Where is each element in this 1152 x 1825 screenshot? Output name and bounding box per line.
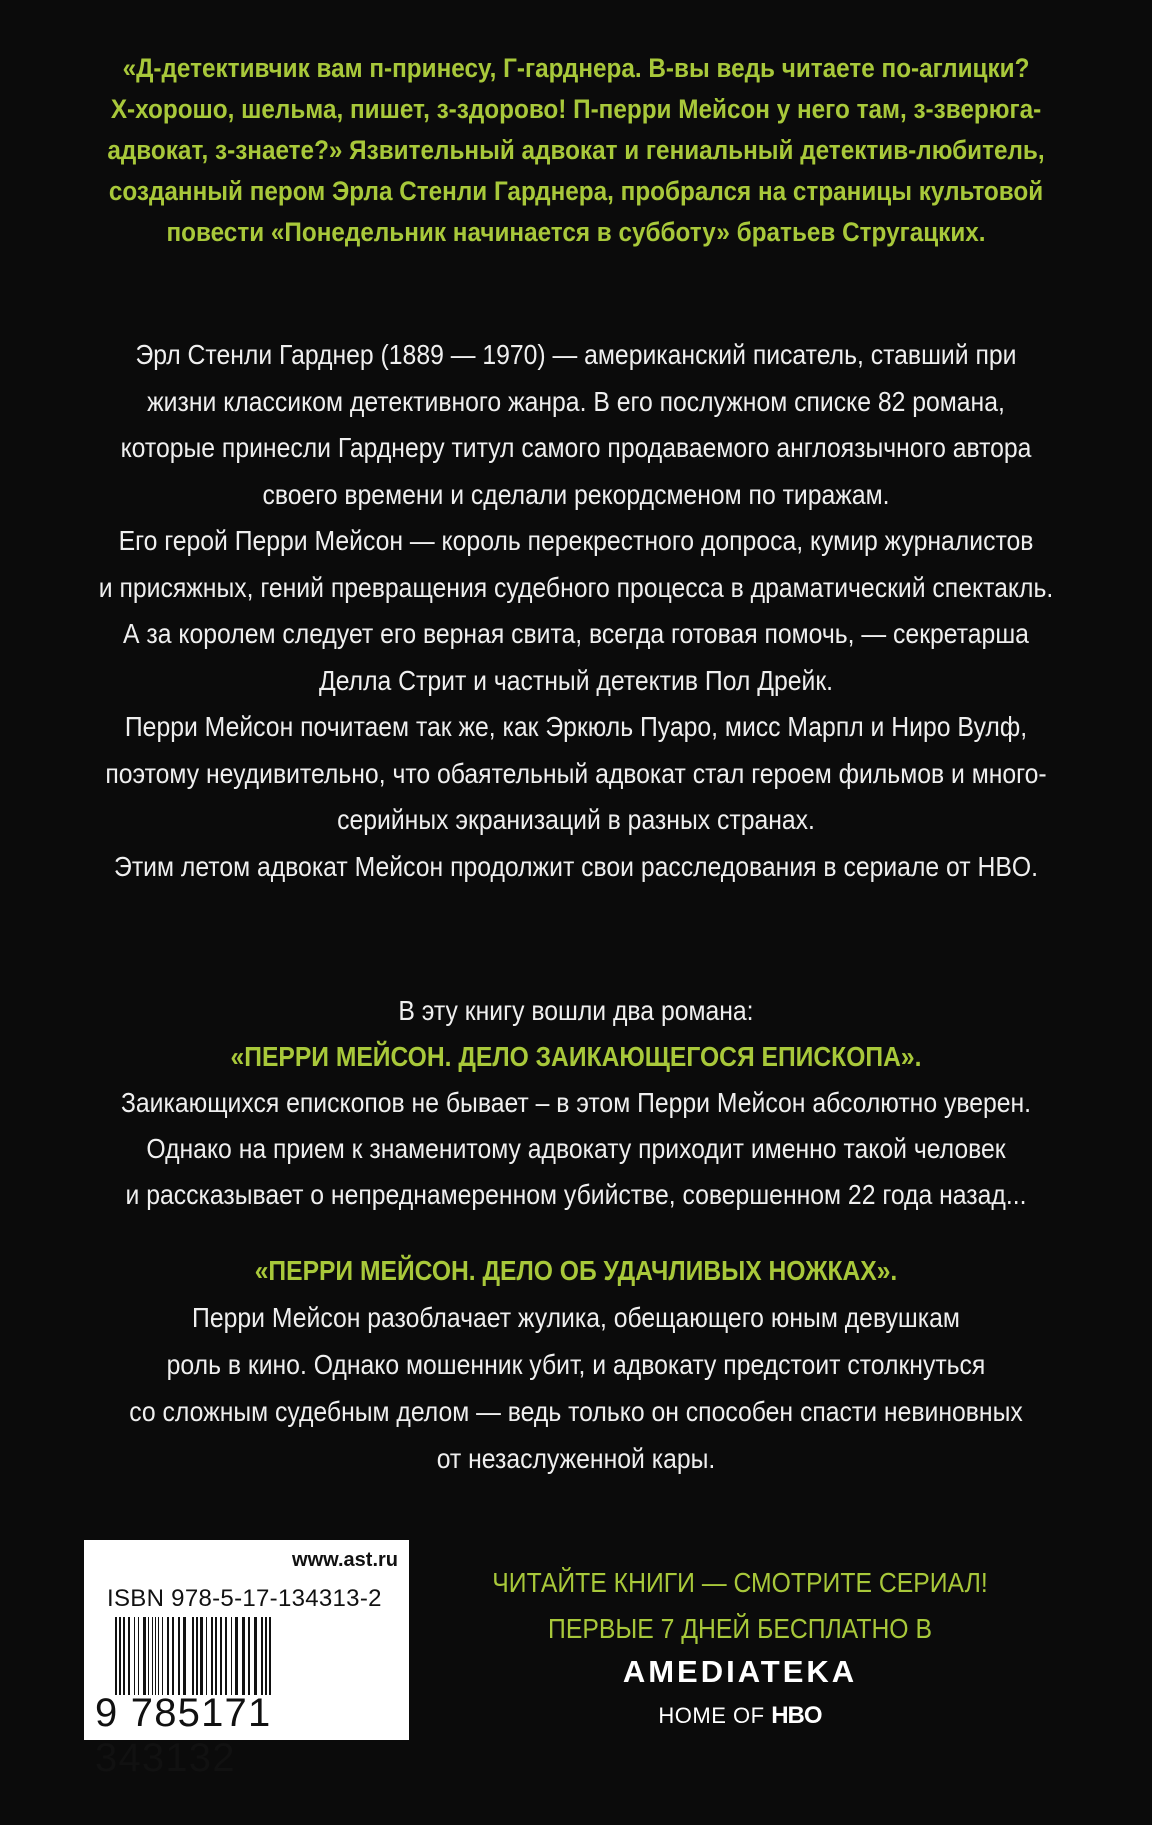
barcode-bar bbox=[235, 1617, 238, 1695]
barcode-bar bbox=[138, 1617, 139, 1695]
bio-line: и присяжных, гений превращения судебного процесса в драматический спектакль. bbox=[98, 571, 1054, 603]
barcode-bar bbox=[242, 1617, 245, 1695]
book2-line: роль в кино. Однако мошенник убит, и адвокату предстоит столкнуться bbox=[166, 1349, 986, 1380]
quote-line: Х-хорошо, шельма, пишет, з-здорово! П-перри Мейсон у него там, з-зверюга- bbox=[110, 94, 1042, 124]
book1-line: Заикающихся епископов не бывает – в этом Перри Мейсон абсолютно уверен. bbox=[120, 1087, 1032, 1118]
website-label: www.ast.ru bbox=[292, 1549, 398, 1571]
quote-line: «Д-детективчик вам п-принесу, Г-гарднера. В-вы ведь читаете по-аглицки? bbox=[122, 53, 1030, 83]
book1-title: «ПЕРРИ МЕЙСОН. ДЕЛО ЗАИКАЮЩЕГОСЯ ЕПИСКОПА». bbox=[230, 1041, 922, 1072]
barcode-bar bbox=[220, 1617, 222, 1695]
barcode-digits: 9 785171 343132 bbox=[95, 1691, 272, 1780]
barcode-bar bbox=[225, 1617, 227, 1695]
barcode-bar bbox=[134, 1617, 135, 1695]
quote-block bbox=[0, 48, 1152, 253]
barcode-bar bbox=[248, 1617, 250, 1695]
isbn-label: ISBN 978-5-17-134313-2 bbox=[107, 1585, 382, 1612]
barcode-bar bbox=[158, 1617, 159, 1695]
barcode-bar bbox=[148, 1617, 149, 1695]
barcode-bar bbox=[200, 1617, 203, 1695]
barcode-bar bbox=[261, 1617, 263, 1695]
hbo-logo: HBO bbox=[771, 1702, 822, 1729]
bio-line: А за королем следует его верная свита, всегда готовая помочь, — секретарша bbox=[123, 618, 1029, 649]
book2-title: «ПЕРРИ МЕЙСОН. ДЕЛО ОБ УДАЧЛИВЫХ НОЖКАХ». bbox=[254, 1255, 898, 1286]
home-of-hbo-logo bbox=[460, 1702, 1020, 1730]
promo-line-2: ПЕРВЫЕ 7 ДНЕЙ БЕСПЛАТНО В bbox=[548, 1613, 932, 1644]
quote-line: созданный пером Эрла Стенли Гарднера, пробрался на страницы культовой bbox=[108, 176, 1044, 206]
barcode-box bbox=[84, 1540, 409, 1780]
bio-line: Его герой Перри Мейсон — король перекрестного допроса, кумир журналистов bbox=[118, 525, 1034, 556]
promo-block bbox=[460, 1560, 1020, 1652]
bio-line: Этим летом адвокат Мейсон продолжит свои расследования в сериале от HBO. bbox=[114, 850, 1038, 882]
barcode-bar bbox=[152, 1617, 153, 1695]
promo-line-1: ЧИТАЙТЕ КНИГИ — СМОТРИТЕ СЕРИАЛ! bbox=[492, 1567, 988, 1598]
bio-line: поэтому неудивительно, что обаятельный адвокат стал героем фильмов и много- bbox=[105, 757, 1047, 789]
book2-line: от незаслуженной кары. bbox=[436, 1443, 716, 1474]
author-bio bbox=[0, 332, 1152, 890]
barcode-bar bbox=[211, 1617, 213, 1695]
book1-section bbox=[0, 988, 1152, 1218]
home-of-label: HOME OF bbox=[658, 1703, 765, 1728]
barcode-bar bbox=[206, 1617, 207, 1695]
bio-line: которые принесли Гарднеру титул самого продаваемого англоязычного автора bbox=[120, 432, 1032, 463]
barcode-bar bbox=[254, 1617, 257, 1695]
quote-line: повести «Понедельник начинается в субботу» братьев Стругацких. bbox=[166, 217, 986, 247]
bio-line: серийных экранизаций в разных странах. bbox=[337, 804, 815, 835]
barcode-bar bbox=[231, 1617, 232, 1695]
book1-line: и рассказывает о непреднамеренном убийстве, совершенном 22 года назад... bbox=[125, 1179, 1027, 1210]
amediateka-logo: AMEDIATEKA bbox=[622, 1654, 858, 1689]
barcode-bar bbox=[162, 1617, 163, 1695]
bio-line: Делла Стрит и частный детектив Пол Дрейк. bbox=[318, 664, 834, 696]
bio-line: Эрл Стенли Гарднер (1889 — 1970) — американский писатель, ставший при bbox=[135, 339, 1017, 370]
barcode-bar bbox=[172, 1617, 174, 1695]
barcode-bar bbox=[123, 1617, 125, 1695]
barcode-bar bbox=[143, 1617, 146, 1695]
book2-line: Перри Мейсон разоблачает жулика, обещающего юным девушкам bbox=[192, 1302, 960, 1333]
book2-section bbox=[0, 1247, 1152, 1482]
barcode-bar bbox=[155, 1617, 156, 1695]
book2-line: со сложным судебным делом — ведь только он способен спасти невиновных bbox=[129, 1396, 1023, 1427]
bio-line: своего времени и сделали рекордсменом по тиражам. bbox=[262, 478, 890, 510]
barcode-bar bbox=[215, 1617, 217, 1695]
bio-line: Перри Мейсон почитаем так же, как Эркюль Пуаро, мисс Марпл и Ниро Вулф, bbox=[124, 711, 1028, 742]
barcode-bar bbox=[128, 1617, 130, 1695]
books-intro: В эту книгу вошли два романа: bbox=[398, 995, 754, 1026]
book1-line: Однако на прием к знаменитому адвокату приходит именно такой человек bbox=[146, 1133, 1006, 1164]
bio-line: жизни классиком детективного жанра. В его послужном списке 82 романа, bbox=[147, 385, 1005, 417]
barcode-bar bbox=[167, 1617, 169, 1695]
quote-line: адвокат, з-знаете?» Язвительный адвокат и гениальный детектив-любитель, bbox=[107, 135, 1045, 165]
